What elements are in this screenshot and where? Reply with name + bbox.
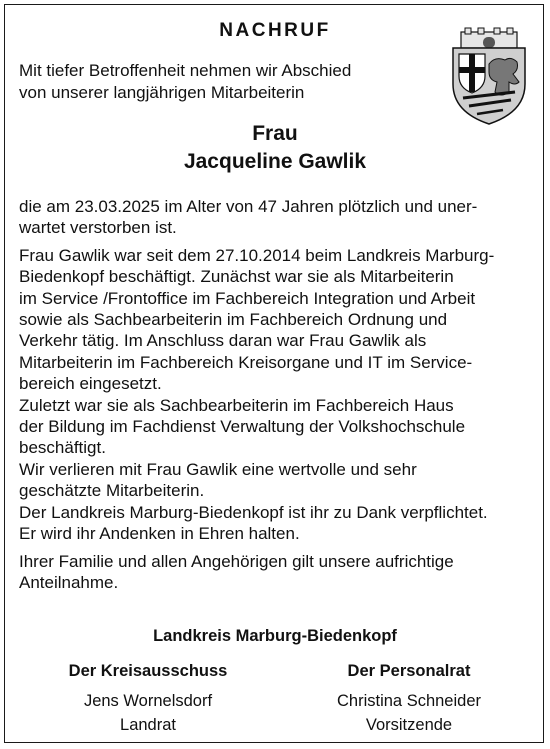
text-line: die am 23.03.2025 im Alter von 47 Jahren plötzlich und uner- (19, 197, 478, 216)
intro-line: Mit tiefer Betroffenheit nehmen wir Abschied (19, 61, 352, 80)
deceased-name (0, 120, 550, 176)
text-line: der Bildung im Fachdienst Verwaltung der Volkshochschule (19, 417, 466, 437)
text-line: im Service /Frontoffice im Fachbereich Integration und Arbeit (19, 288, 476, 308)
signature-block-left (18, 659, 278, 737)
text-line: Mitarbeiterin im Fachbereich Kreisorgane und IT im Service- (19, 352, 473, 372)
text-line: Biedenkopf beschäftigt. Zunächst war sie als Mitarbeiterin (19, 267, 454, 287)
signatory-body: Der Kreisausschuss (68, 662, 228, 680)
signatory-role: Vorsitzende (365, 716, 453, 734)
text-line: bereich eingesetzt. (19, 374, 162, 394)
organization-name: Landkreis Marburg-Biedenkopf (153, 627, 397, 645)
text-line: Frau Gawlik war seit dem 27.10.2014 beim Landkreis Marburg- (19, 245, 495, 265)
intro-line: von unserer langjährigen Mitarbeiterin (19, 83, 305, 102)
signature-block-right (279, 659, 539, 737)
text-line: Zuletzt war sie als Sachbearbeiterin im Fachbereich Haus (19, 395, 454, 415)
paragraph (19, 245, 539, 545)
text-line: beschäftigt. (19, 438, 106, 458)
paragraph (19, 196, 539, 239)
signatory-name: Christina Schneider (337, 692, 481, 710)
signatory-name: Jens Wornelsdorf (83, 692, 213, 710)
text-line: Er wird ihr Andenken in Ehren halten. (19, 524, 300, 544)
signatory-role: Landrat (120, 716, 176, 734)
coat-of-arms-icon (449, 26, 529, 126)
text-line: sowie als Sachbearbeiterin im Fachbereich Ordnung und (19, 310, 448, 330)
full-name: Jacqueline Gawlik (183, 150, 367, 173)
text-line: Verkehr tätig. Im Anschluss daran war Frau Gawlik als (19, 331, 427, 351)
text-line: Anteilnahme. (19, 572, 119, 592)
text-line: wartet verstorben ist. (19, 218, 177, 238)
paragraph (19, 551, 539, 594)
intro-text (19, 60, 439, 104)
text-line: Der Landkreis Marburg-Biedenkopf ist ihr zu Dank verpflichtet. (19, 502, 488, 522)
obituary-body (19, 196, 539, 593)
signatory-body: Der Personalrat (347, 662, 471, 680)
text-line: Ihrer Familie und allen Angehörigen gilt unsere aufrichtige (19, 551, 454, 571)
text-line: Wir verlieren mit Frau Gawlik eine wertvolle und sehr (19, 459, 417, 479)
salutation: Frau (252, 122, 298, 145)
text-line: geschätzte Mitarbeiterin. (19, 481, 205, 501)
page-title: NACHRUF (219, 20, 331, 41)
